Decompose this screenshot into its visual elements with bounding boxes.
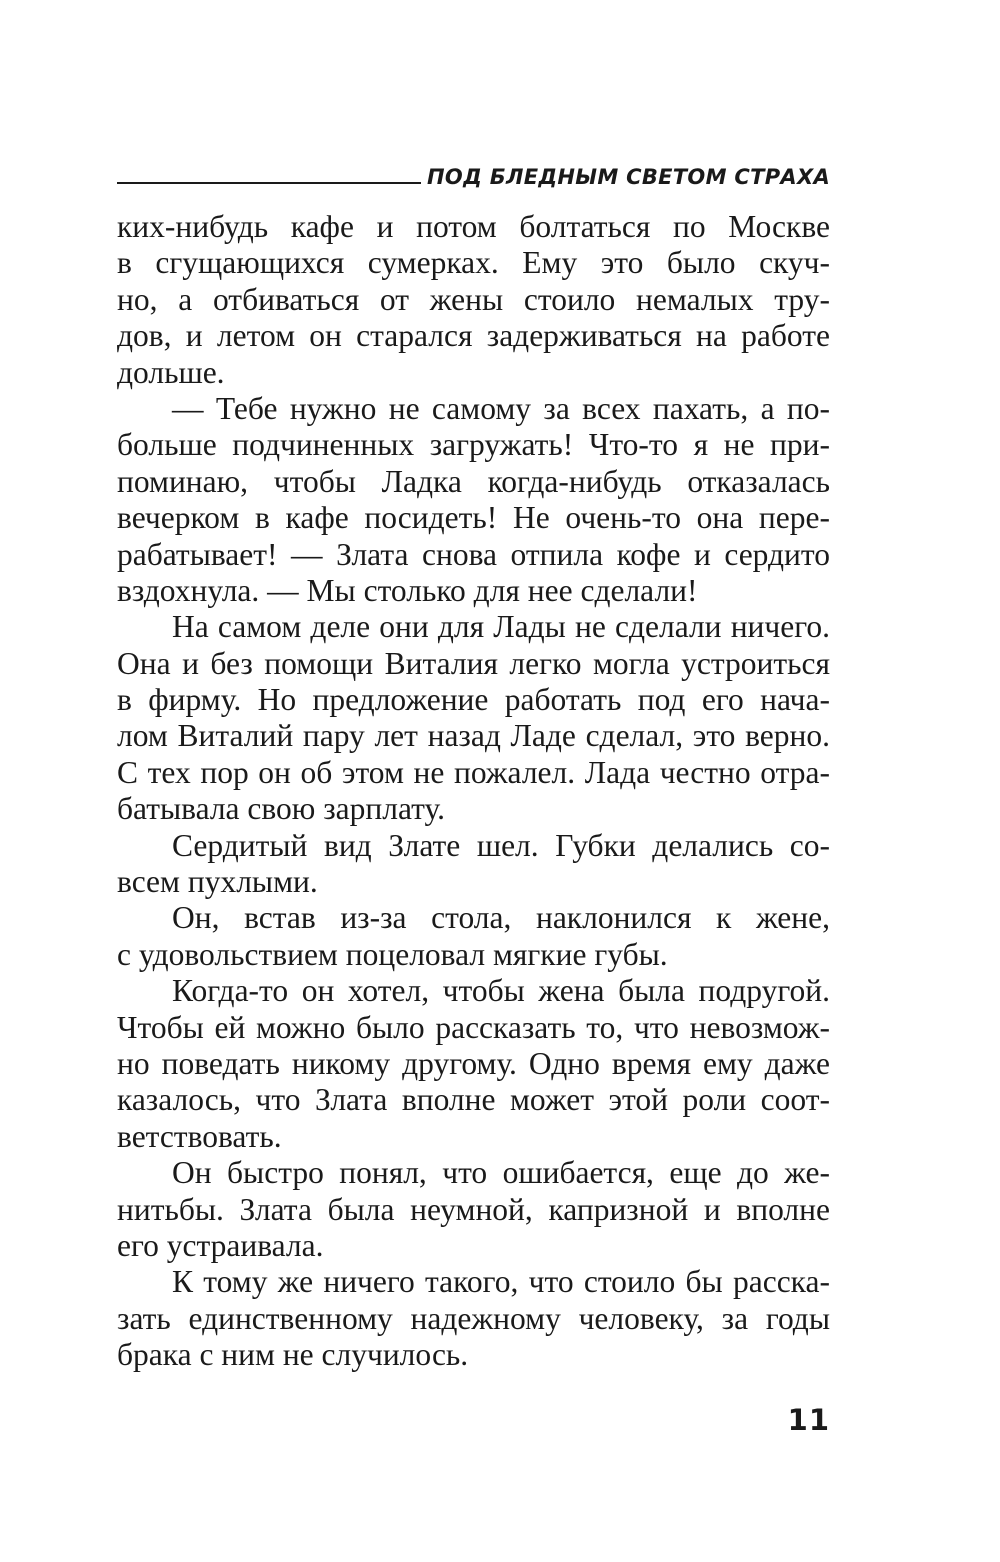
paragraph: [117, 609, 830, 827]
running-head-title: ПОД БЛЕДНЫМ СВЕТОМ СТРАХА: [427, 165, 830, 189]
text-line: его устраивала.: [117, 1227, 324, 1263]
paragraph: [117, 973, 830, 1155]
text-line: К тому же ничего такого, что стоило бы расска-: [172, 1264, 830, 1300]
text-line: но, а отбиваться от жены стоило немалых тру-: [117, 281, 830, 317]
text-line: больше подчиненных загружать! Что-то я не при-: [117, 427, 830, 463]
running-head-rule: [117, 182, 421, 184]
text-line: с удовольствием поцеловал мягкие губы.: [117, 936, 668, 972]
text-line: в фирму. Но предложение работать под его нача-: [117, 682, 830, 718]
text-line: Он, встав из-за стола, наклонился к жене,: [172, 900, 830, 936]
paragraph: [117, 900, 830, 973]
paragraph: [117, 1264, 830, 1373]
text-line: дольше.: [117, 354, 225, 390]
text-line: Сердитый вид Злате шел. Губки делались со-: [172, 827, 830, 863]
body-text: [117, 209, 830, 1374]
text-line: дов, и летом он старался задерживаться на работе: [117, 318, 830, 354]
text-line: Когда-то он хотел, чтобы жена была подругой.: [172, 973, 830, 1009]
text-line: всем пухлыми.: [117, 864, 318, 900]
text-line: вздохнула. — Мы столько для нее сделали!: [117, 572, 698, 608]
text-line: На самом деле они для Лады не сделали ничего.: [172, 609, 830, 645]
text-line: но поведать никому другому. Одно время ему даже: [117, 1045, 830, 1081]
text-line: — Тебе нужно не самому за всех пахать, а по-: [172, 390, 830, 426]
text-line: вечерком в кафе посидеть! Не очень-то она пере-: [117, 500, 830, 536]
text-line: казалось, что Злата вполне может этой роли соот-: [117, 1082, 830, 1118]
text-line: нитьбы. Злата была неумной, капризной и вполне: [117, 1191, 830, 1227]
text-line: в сгущающихся сумерках. Ему это было скуч-: [117, 245, 830, 281]
text-line: батывала свою зарплату.: [117, 791, 445, 827]
text-line: рабатывает! — Злата снова отпила кофе и сердито: [117, 536, 830, 572]
page-number: 11: [787, 1403, 830, 1437]
paragraph: [117, 828, 830, 901]
text-line: ветствовать.: [117, 1118, 282, 1154]
text-line: Она и без помощи Виталия легко могла устроиться: [117, 645, 830, 681]
text-line: С тех пор он об этом не пожалел. Лада честно отра-: [117, 754, 830, 790]
text-line: Чтобы ей можно было рассказать то, что невозмож-: [117, 1009, 830, 1045]
text-line: лом Виталий пару лет назад Ладе сделал, это верно.: [117, 718, 830, 754]
paragraph: [117, 1155, 830, 1264]
text-line: поминаю, чтобы Ладка когда-нибудь отказалась: [117, 463, 830, 499]
text-line: брака с ним не случилось.: [117, 1337, 469, 1373]
running-head: [117, 158, 830, 188]
text-line: Он быстро понял, что ошибается, еще до же-: [172, 1155, 830, 1191]
text-line: ких-нибудь кафе и потом болтаться по Москве: [117, 209, 830, 244]
text-line: зать единственному надежному человеку, за годы: [117, 1300, 830, 1336]
paragraph: [117, 209, 830, 391]
paragraph: [117, 391, 830, 609]
